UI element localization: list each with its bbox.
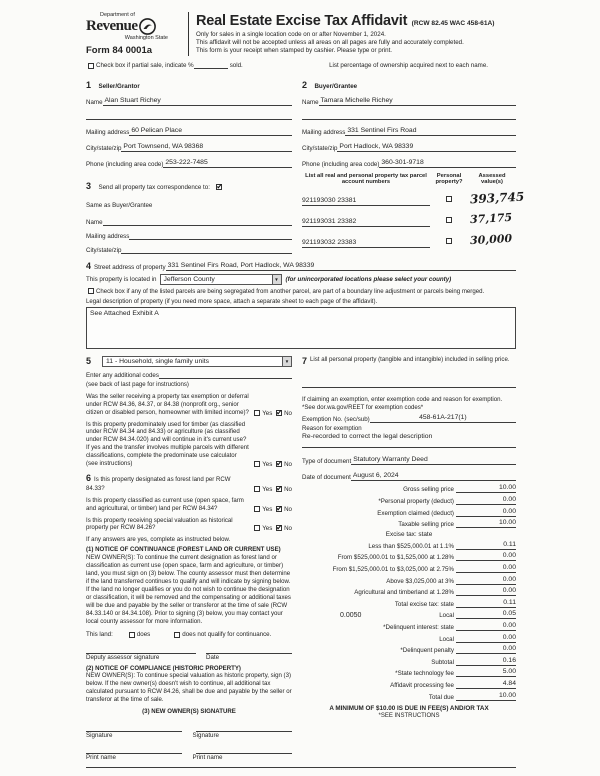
notice-continuance-title: (1) NOTICE OF CONTINUANCE (FOREST LAND OR CURRENT USE) — [86, 546, 281, 554]
page-title: Real Estate Excise Tax Affidavit — [196, 13, 408, 29]
money-value: 0.11 — [486, 541, 516, 550]
section-4-number: 4 — [86, 261, 92, 271]
segregated-label: Check box if any of the listed parcels are being segregated from another parcel, are part of a boundary line adjustment or parcels being merged. — [96, 288, 485, 295]
question-text: Was the seller receiving a property tax exemption or deferral under RCW 84.36, 84.37, or 84.38 (nonprofit org., senior citizen or disabled person, homeowner with limited income)? — [86, 392, 249, 416]
money-value: 4.84 — [486, 680, 516, 689]
date-of-document-label: Date of document — [302, 474, 351, 482]
q5-no-checkbox[interactable] — [276, 525, 282, 531]
deputy-date-label: Date — [206, 653, 220, 661]
money-value: 0.16 — [486, 657, 516, 666]
money-label: *Delinquent penalty — [400, 647, 454, 655]
money-row — [302, 484, 516, 493]
money-row — [302, 508, 516, 517]
parcel-col-numbers: List all real and personal property tax parcel account numbers — [305, 173, 427, 185]
q3-yes-checkbox[interactable] — [254, 486, 260, 492]
money-row-local-rate — [302, 610, 516, 619]
agency-sub-label: Washington State — [124, 35, 168, 41]
excise-state-header: Excise tax: state — [385, 531, 433, 539]
section-7-label: List all personal property (tangible and intangible) included in selling price. — [310, 355, 510, 363]
section-7-personal-property — [302, 356, 516, 366]
no-label: No — [284, 505, 292, 513]
section-1-number: 1 — [86, 80, 92, 90]
yes-label: Yes — [262, 525, 273, 533]
parcel-personal-checkbox[interactable] — [446, 238, 452, 244]
form-number: Form 84 0001a — [86, 45, 153, 56]
yes-label: Yes — [262, 409, 273, 417]
deputy-assessor-label: Deputy assessor signature — [86, 653, 160, 661]
buyer-name-label: Name — [302, 99, 319, 106]
partial-percent-field[interactable] — [194, 61, 228, 69]
parcel-col-personal: Personal property? — [435, 173, 463, 185]
print-name-label: Print name — [86, 754, 116, 762]
money-label: *Personal property (deduct) — [378, 498, 454, 506]
agency-top-label: Department of — [100, 12, 135, 18]
parcel-number-field[interactable]: 921193030 23381 — [302, 196, 430, 206]
seller-name-field[interactable]: Alan Stuart Richey — [103, 96, 292, 106]
does-checkbox[interactable] — [129, 632, 135, 638]
section-3-number: 3 — [86, 181, 92, 191]
money-label: Total excise tax: state — [394, 600, 454, 608]
buyer-city-label: City/state/zip — [302, 145, 338, 152]
money-label: *Delinquent interest: state — [383, 623, 454, 631]
question-exemption-deferral — [86, 393, 292, 417]
legal-description-label: Legal description of property (if you need more space, attach a separate sheet to each page of the affidavit). — [86, 297, 378, 305]
money-value: 10.00 — [486, 484, 516, 493]
money-label: Affidavit processing fee — [390, 681, 454, 689]
no-label: No — [284, 485, 292, 493]
money-label: From $1,525,000.01 to $3,025,000 at 2.75% — [332, 566, 454, 573]
personal-property-list-field[interactable] — [302, 380, 516, 388]
parcel-row — [302, 188, 525, 207]
assessed-value-handwritten: 37,175 — [469, 210, 513, 227]
exemption-intro: If claiming an exemption, enter exemption code and reason for exemption. *See dor.wa.gov/REET for exemption codes* — [302, 395, 503, 411]
buyer-name-extra-field[interactable] — [302, 112, 516, 120]
owner-signature-1-field[interactable] — [86, 724, 182, 732]
notice-compliance-body: NEW OWNER(S): To continue special valuation as historic property, sign (3) below. If the new owner(s) doesn't wish to continue, all additional tax calculated pursuant to RCW 84.26, shall be due and payable by the seller or transferor at the time of sale. — [86, 672, 292, 704]
money-label: From $525,000.01 to $1,525,000 at 1.28% — [337, 554, 454, 562]
q1-yes-checkbox[interactable] — [254, 410, 260, 416]
parcel-row — [302, 209, 516, 227]
money-row — [302, 599, 516, 608]
money-label: Local — [439, 635, 454, 643]
question-current-use — [86, 497, 292, 513]
money-row — [302, 622, 516, 631]
section-5-number: 5 — [86, 356, 92, 367]
section-8-certification — [86, 767, 516, 776]
agency-name: Revenue — [86, 18, 138, 34]
print-name-label: Print name — [192, 754, 223, 762]
seller-mailing-field[interactable]: 60 Pelican Place — [129, 126, 292, 136]
money-row — [302, 680, 516, 689]
corr-city-field[interactable] — [121, 246, 292, 254]
no-label: No — [284, 525, 292, 533]
header-note-1: Only for sales in a single location code on or after November 1, 2024. — [196, 31, 386, 38]
street-address-field[interactable]: 331 Sentinel Firs Road, Port Hadlock, WA 98339 — [166, 261, 516, 271]
partial-sale-label: Check box if partial sale, indicate % — [96, 62, 194, 69]
corr-mailing-label: Mailing address — [86, 233, 130, 240]
use-code-dropdown-value: 11 - Household, single family units — [106, 357, 210, 365]
section-2-number: 2 — [302, 80, 308, 90]
section-3-label: Send all property tax correspondence to: — [98, 184, 210, 191]
buyer-phone-field[interactable]: 360-301-9718 — [379, 158, 516, 168]
partial-sale-row — [86, 61, 516, 69]
this-land-label: This land: — [86, 630, 113, 638]
type-of-document-field[interactable]: Statutory Warranty Deed — [351, 455, 516, 465]
notice-continuance-body: NEW OWNER(S): To continue the current designation as forest land or classification as current use (open space, farm and agriculture, or timber) land, you must sign on (3) below. The county assessor must then determine if the land transferred continues to qualify and will indicate by signing below. If the land no longer qualifies or you do not wish to continue the designation or classification, it will be removed and the compensating or additional taxes will be due and payable by the seller or transferor at the time of sale (RCW 84.33.140 or 84.34.108). Prior to signing (3) below, you may contact your local county assessor for more information. — [86, 554, 291, 625]
money-value: 10.00 — [486, 692, 516, 701]
street-address-label: Street address of property — [94, 264, 166, 271]
q4-no-checkbox[interactable] — [276, 506, 282, 512]
dor-logo — [86, 12, 188, 56]
same-as-buyer-checkbox[interactable] — [216, 184, 222, 190]
seller-city-field[interactable]: Port Townsend, WA 98368 — [121, 142, 292, 152]
located-note: (for unincorporated locations please select your county) — [285, 276, 452, 283]
seller-mailing-label: Mailing address — [86, 129, 130, 136]
seller-name-label: Name — [86, 99, 103, 106]
money-row — [302, 541, 516, 550]
money-value: 0.00 — [486, 634, 516, 643]
section-3-correspondence — [86, 176, 292, 254]
money-label: Gross selling price — [403, 486, 454, 494]
parcel-number-field[interactable]: 921193031 23382 — [302, 217, 430, 227]
section-1-heading: Seller/Grantor — [98, 83, 140, 90]
section-7-number: 7 — [302, 355, 308, 366]
exemption-no-label: Exemption No. (sec/sub) — [302, 415, 370, 423]
no-label: No — [284, 409, 292, 417]
does-not-label: does not qualify for continuance. — [182, 630, 272, 638]
money-row — [302, 692, 516, 701]
divider — [302, 447, 516, 448]
yes-label: Yes — [262, 461, 273, 469]
q4-yes-checkbox[interactable] — [254, 506, 260, 512]
ownership-note: List percentage of ownership acquired next to each name. — [329, 62, 488, 69]
date-of-document-field[interactable]: August 6, 2024 — [351, 471, 516, 481]
question-text: Is this property designated as forest land per RCW 84.33? — [86, 476, 231, 492]
signature-label: Signature — [192, 732, 219, 740]
see-instructions-note: *SEE INSTRUCTIONS — [378, 712, 440, 719]
section-2-heading: Buyer/Grantee — [314, 83, 358, 90]
money-value: 0.11 — [486, 599, 516, 608]
money-label: Above $3,025,000 at 3% — [386, 577, 454, 585]
located-in-label: This property is located in — [86, 276, 157, 283]
buyer-city-field[interactable]: Port Hadlock, WA 98339 — [337, 142, 516, 152]
question-text: Is this property predominately used for timber (as classified under RCW 84.34 and 84.33) or agriculture (as classified under RCW 84.34.020) and will continue in it's current use? If yes and the transfer involves multiple parcels with different classifications, complete the predominate use calculator (see instructions) — [86, 420, 249, 468]
county-dropdown-arrow-icon[interactable] — [272, 275, 281, 284]
yes-label: Yes — [262, 505, 273, 513]
money-label: Taxable selling price — [398, 521, 454, 529]
section-4-property — [86, 261, 516, 349]
header-note-3: This form is your receipt when stamped by cashier. Please type or print. — [196, 47, 393, 55]
exemption-no-field[interactable]: 458-61A-217(1) — [370, 413, 516, 423]
buyer-phone-label: Phone (including area code) — [302, 161, 380, 168]
money-row — [302, 496, 516, 505]
q5-yes-checkbox[interactable] — [254, 525, 260, 531]
seller-name-extra-field[interactable] — [86, 112, 292, 120]
money-label: Less than $525,000.01 at 1.1% — [368, 542, 454, 550]
money-value: 0.00 — [486, 622, 516, 631]
parcel-table-header — [302, 173, 516, 185]
money-value: 5.00 — [486, 668, 516, 677]
buyer-mailing-field[interactable]: 331 Sentinel Firs Road — [345, 126, 516, 136]
parcel-row — [302, 230, 516, 248]
question-forest-land — [86, 473, 292, 493]
notice-compliance-title: (2) NOTICE OF COMPLIANCE (HISTORIC PROPERTY) — [86, 664, 241, 672]
money-value: 0.00 — [486, 552, 516, 561]
money-row — [302, 552, 516, 561]
owner-print-1-field[interactable] — [86, 746, 182, 754]
dor-swirl-icon — [139, 18, 156, 35]
money-value: 0.00 — [486, 508, 516, 517]
segregated-checkbox[interactable] — [88, 288, 94, 294]
parcel-col-assessed: Assessed value(s) — [478, 173, 506, 185]
question-text: Is this property receiving special valuation as historical property per RCW 84.26? — [86, 516, 233, 532]
corr-name-label: Name — [86, 219, 103, 226]
money-label: Agricultural and timberland at 1.28% — [354, 589, 454, 597]
seller-city-label: City/state/zip — [86, 145, 122, 152]
buyer-mailing-label: Mailing address — [302, 129, 346, 136]
buyer-name-field[interactable]: Tamara Michelle Richey — [319, 96, 516, 106]
assessed-value-handwritten: 30,000 — [469, 231, 513, 248]
reason-exemption-value[interactable]: Re-recorded to correct the legal description — [302, 432, 433, 440]
q2-no-checkbox[interactable] — [276, 461, 282, 467]
money-label: *State technology fee — [395, 670, 454, 678]
new-owners-signature-title: (3) NEW OWNER(S) SIGNATURE — [142, 708, 236, 716]
money-value: 0.00 — [486, 576, 516, 585]
legal-description-field[interactable]: See Attached Exhibit A — [86, 307, 516, 349]
parcel-number-field[interactable]: 921193032 23383 — [302, 238, 430, 248]
q3-no-checkbox[interactable] — [276, 486, 282, 492]
corr-city-label: City/state/zip — [86, 247, 122, 254]
section-1-seller — [86, 75, 292, 168]
question-historical — [86, 517, 292, 533]
header-note-2: This affidavit will not be accepted unless all areas on all pages are fully and accurately completed. — [196, 39, 464, 47]
money-row — [302, 645, 516, 654]
money-row — [302, 564, 516, 573]
money-row — [302, 668, 516, 677]
money-row — [302, 576, 516, 585]
money-value: 0.00 — [486, 564, 516, 573]
does-not-checkbox[interactable] — [174, 632, 180, 638]
county-dropdown[interactable] — [160, 274, 282, 285]
parcel-personal-checkbox[interactable] — [446, 217, 452, 223]
q2-yes-checkbox[interactable] — [254, 461, 260, 467]
does-label: does — [136, 630, 151, 638]
money-value: 0.00 — [486, 645, 516, 654]
seller-phone-field[interactable]: 253-222-7485 — [163, 158, 292, 168]
if-yes-note: If any answers are yes, complete as instructed below. — [86, 536, 231, 544]
money-label: Exemption claimed (deduct) — [377, 509, 454, 517]
question-text: Is this property classified as current use (open space, farm and agricultural, or timber) land per RCW 84.34? — [86, 496, 244, 512]
money-value: 0.00 — [486, 496, 516, 505]
signature-label: Signature — [86, 732, 113, 740]
corr-name-field[interactable] — [103, 218, 292, 226]
additional-codes-label: Enter any additional codes — [86, 371, 159, 379]
same-as-buyer-label: Same as Buyer/Grantee — [86, 202, 153, 209]
section-5-use-code — [86, 356, 292, 367]
partial-sold-label: sold. — [229, 62, 243, 69]
see-back-note: (see back of last page for instructions) — [86, 380, 189, 388]
section-2-buyer — [302, 75, 516, 168]
money-label: Subtotal — [431, 658, 454, 666]
yes-label: Yes — [262, 485, 273, 493]
money-label: Total due — [428, 693, 454, 701]
money-label: Local — [439, 612, 454, 620]
deputy-assessor-signature-field[interactable] — [86, 646, 196, 654]
money-row — [302, 519, 516, 528]
question-timber-agriculture — [86, 421, 292, 469]
owner-print-2-field[interactable] — [196, 746, 292, 754]
county-dropdown-value: Jefferson County — [163, 276, 215, 283]
money-value: 0.00 — [486, 587, 516, 596]
no-label: No — [284, 461, 292, 469]
type-of-document-label: Type of document — [302, 458, 352, 466]
money-row — [302, 587, 516, 596]
seller-phone-label: Phone (including area code) — [86, 161, 164, 168]
title-rcw-ref: (RCW 82.45 WAC 458-61A) — [411, 20, 495, 27]
money-value: 10.00 — [486, 519, 516, 528]
deputy-date-field[interactable] — [206, 646, 292, 654]
header — [86, 12, 516, 56]
owner-signature-2-field[interactable] — [196, 724, 292, 732]
money-row — [302, 634, 516, 643]
reason-exemption-label: Reason for exemption — [302, 424, 362, 432]
money-value: 0.05 — [486, 610, 516, 619]
q1-no-checkbox[interactable] — [276, 410, 282, 416]
section-6-number: 6 — [86, 473, 92, 484]
money-row — [302, 657, 516, 666]
corr-mailing-field[interactable] — [129, 232, 292, 240]
local-rate-value: 0.0050 — [340, 612, 362, 620]
use-code-dropdown[interactable] — [102, 356, 292, 367]
partial-sale-checkbox[interactable] — [88, 63, 94, 69]
minimum-due-note: A MINIMUM OF $10.00 IS DUE IN FEE(S) AND/OR TAX — [329, 704, 489, 712]
parcel-personal-checkbox[interactable] — [446, 196, 452, 202]
assessed-value-handwritten: 393,745 — [469, 189, 525, 207]
excise-tax-table — [302, 484, 516, 720]
additional-codes-field[interactable] — [159, 371, 292, 379]
land-qualify-row — [86, 631, 292, 638]
use-code-dropdown-arrow-icon[interactable] — [282, 357, 291, 366]
